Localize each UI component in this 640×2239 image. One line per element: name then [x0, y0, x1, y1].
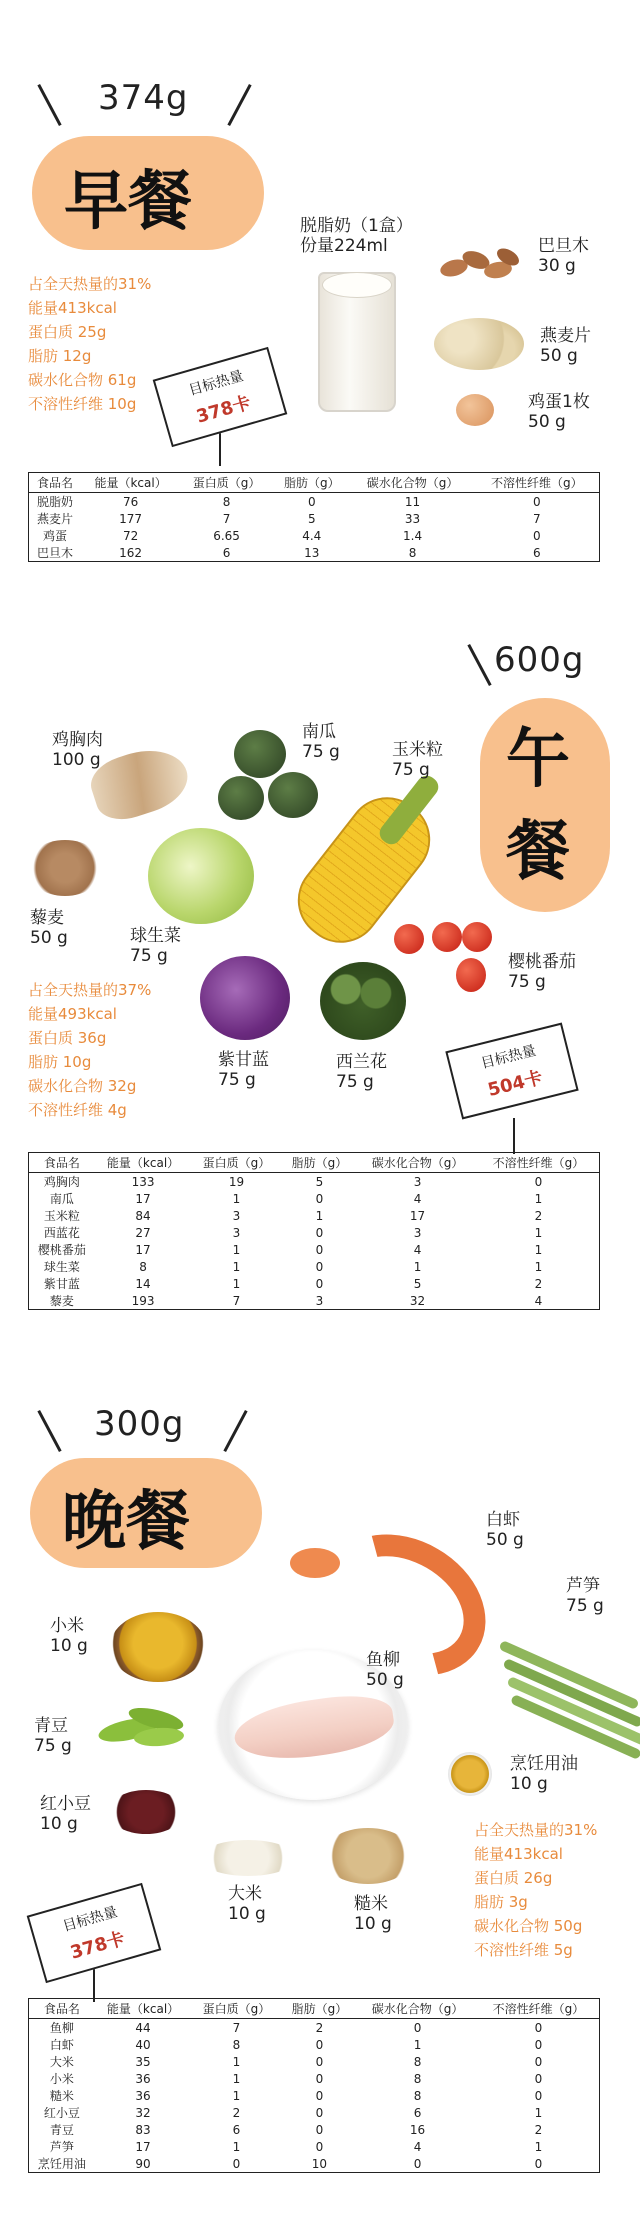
table-cell: 177 [119, 511, 143, 526]
table-cell: 7 [232, 2020, 241, 2035]
table-cell: 72 [122, 528, 139, 543]
table-cell: 2 [534, 2122, 543, 2137]
table-cell: 19 [228, 1174, 245, 1189]
table-cell: 0 [315, 2105, 324, 2120]
table-cell: 33 [404, 511, 421, 526]
lunch-title-2: 餐 [506, 814, 570, 889]
table-cell: 5 [307, 511, 316, 526]
table-header: 碳水化合物（g） [350, 473, 474, 493]
broccoli-icon [320, 962, 406, 1040]
table-cell: 11 [404, 494, 421, 509]
food-label-rice: 大米 10 g [228, 1884, 266, 1924]
table-row [29, 527, 600, 544]
table-cell: 90 [135, 2156, 151, 2171]
table-cell: 1 [232, 2071, 241, 2086]
table-cell: 西蓝花 [43, 1226, 80, 1240]
table-cell: 0 [315, 2139, 324, 2154]
shrimp-head-icon [290, 1548, 340, 1578]
table-cell: 7 [222, 511, 231, 526]
target-sign-stick [93, 1966, 95, 2002]
cherry-tomato-icon [432, 922, 462, 952]
cherry-tomato-icon [462, 922, 492, 952]
lunch-nutrition-table [28, 1152, 600, 1310]
table-cell: 5 [413, 1276, 422, 1291]
stat-line: 占全天热量的37% [28, 981, 152, 999]
table-cell: 0 [232, 2156, 241, 2171]
table-cell: 84 [135, 1208, 151, 1223]
table-cell: 0 [315, 1259, 324, 1274]
table-row [29, 2138, 600, 2155]
table-row [29, 2036, 600, 2053]
table-cell: 7 [232, 1293, 241, 1308]
target-sign-stick [513, 1118, 515, 1154]
table-cell: 1 [534, 1191, 543, 1206]
table-cell: 紫甘蓝 [43, 1277, 80, 1291]
table-cell: 0 [534, 2071, 543, 2086]
table-cell: 1 [413, 1259, 422, 1274]
table-row [29, 493, 600, 511]
food-label-asparagus: 芦笋 75 g [566, 1576, 604, 1616]
food-label-chicken: 鸡胸肉 100 g [52, 730, 103, 770]
table-cell: 0 [534, 2088, 543, 2103]
decor-slash-left [37, 84, 61, 126]
table-cell: 燕麦片 [37, 512, 74, 526]
food-label-milk: 脱脂奶（1盒） 份量224ml [300, 216, 413, 256]
table-row [29, 544, 600, 562]
table-cell: 2 [534, 1276, 543, 1291]
breakfast-stats [28, 272, 151, 416]
table-cell: 红小豆 [43, 2106, 80, 2120]
table-row [29, 1190, 600, 1207]
table-cell: 2 [534, 1208, 543, 1223]
table-row [29, 1292, 600, 1310]
table-cell: 0 [534, 2037, 543, 2052]
table-cell: 193 [131, 1293, 155, 1308]
food-label-shrimp: 白虾 50 g [486, 1510, 524, 1550]
table-cell: 0 [307, 494, 316, 509]
breakfast-nutrition-table [28, 472, 600, 562]
table-cell: 3 [413, 1225, 422, 1240]
table-cell: 32 [409, 1293, 426, 1308]
table-header: 脂肪（g） [282, 1999, 357, 2019]
table-row [29, 2053, 600, 2070]
red-bean-icon [108, 1790, 184, 1834]
dinner-weight: 300g [94, 1404, 185, 1444]
food-label-pumpkin: 南瓜 75 g [302, 722, 340, 762]
stat-line: 脂肪 3g [474, 1893, 528, 1911]
table-header: 能量（kcal） [95, 1999, 191, 2019]
table-cell: 8 [413, 2088, 422, 2103]
table-cell: 17 [135, 2139, 151, 2154]
table-cell: 3 [413, 1174, 422, 1189]
table-header: 不溶性纤维（g） [478, 1153, 600, 1173]
table-cell: 1 [232, 2088, 241, 2103]
table-row [29, 1173, 600, 1191]
table-cell: 2 [232, 2105, 241, 2120]
stat-line: 占全天热量的31% [28, 275, 152, 293]
table-cell: 3 [232, 1225, 241, 1240]
table-cell: 1 [232, 2054, 241, 2069]
stat-line: 碳水化合物 32g [28, 1077, 137, 1095]
table-cell: 0 [534, 2054, 543, 2069]
table-cell: 玉米粒 [43, 1209, 80, 1223]
table-header: 碳水化合物（g） [357, 1999, 478, 2019]
table-cell: 27 [135, 1225, 151, 1240]
pumpkin-icon [268, 772, 318, 818]
table-cell: 35 [135, 2054, 151, 2069]
breakfast-weight: 374g [98, 78, 189, 118]
table-cell: 36 [135, 2088, 151, 2103]
table-cell: 樱桃番茄 [37, 1243, 86, 1257]
oats-icon [434, 318, 524, 370]
stat-line: 能量413kcal [474, 1845, 563, 1863]
stat-line: 不溶性纤维 5g [474, 1941, 573, 1959]
table-cell: 4.4 [302, 528, 322, 543]
lunch-title-1: 午 [506, 722, 570, 797]
table-cell: 鸡胸肉 [43, 1175, 80, 1189]
table-cell: 4 [534, 1293, 543, 1308]
table-cell: 8 [413, 2071, 422, 2086]
table-cell: 0 [315, 2054, 324, 2069]
stat-line: 脂肪 12g [28, 347, 92, 365]
table-row [29, 2019, 600, 2037]
pumpkin-icon [234, 730, 286, 778]
table-cell: 1 [315, 1208, 324, 1223]
table-cell: 1 [232, 1259, 241, 1274]
food-label-red-bean: 红小豆 10 g [40, 1794, 91, 1834]
table-cell: 162 [119, 545, 143, 560]
table-cell: 14 [135, 1276, 151, 1291]
table-row [29, 2121, 600, 2138]
table-cell: 1 [413, 2037, 422, 2052]
table-cell: 脱脂奶 [37, 495, 74, 509]
decor-slash-left [37, 1410, 61, 1452]
table-cell: 8 [408, 545, 417, 560]
table-cell: 1 [534, 2105, 543, 2120]
table-cell: 44 [135, 2020, 151, 2035]
table-cell: 17 [135, 1242, 151, 1257]
stat-line: 蛋白质 25g [28, 323, 107, 341]
lunch-weight: 600g [494, 640, 585, 680]
lunch-target-sign: 目标热量 504卡 [445, 1023, 578, 1120]
table-cell: 鱼柳 [49, 2021, 74, 2035]
table-cell: 0 [534, 1174, 543, 1189]
table-cell: 6 [222, 545, 231, 560]
table-header: 碳水化合物（g） [357, 1153, 478, 1173]
table-cell: 2 [315, 2020, 324, 2035]
table-header: 不溶性纤维（g） [475, 473, 600, 493]
table-cell: 133 [131, 1174, 155, 1189]
table-row [29, 2104, 600, 2121]
table-cell: 鸡蛋 [43, 529, 68, 543]
dinner-title: 晚餐 [62, 1484, 190, 1559]
table-cell: 糙米 [49, 2089, 74, 2103]
food-label-purple-cabbage: 紫甘蓝 75 g [218, 1050, 269, 1090]
table-cell: 4 [413, 2139, 422, 2154]
table-cell: 0 [534, 2156, 543, 2171]
table-row [29, 2087, 600, 2104]
stat-line: 能量493kcal [28, 1005, 117, 1023]
decor-slash-left [467, 644, 491, 686]
table-cell: 3 [232, 1208, 241, 1223]
table-header: 食品名 [29, 1999, 95, 2019]
brown-rice-icon [322, 1828, 414, 1884]
food-label-oil: 烹饪用油 10 g [510, 1754, 578, 1794]
table-row [29, 1258, 600, 1275]
target-sign-stick [219, 430, 221, 466]
decor-slash-right [223, 1410, 247, 1452]
table-header: 食品名 [29, 1153, 95, 1173]
table-cell: 1 [232, 1242, 241, 1257]
table-row [29, 1224, 600, 1241]
table-cell: 巴旦木 [37, 546, 74, 560]
rice-icon [200, 1840, 296, 1876]
table-cell: 0 [315, 1225, 324, 1240]
food-label-fish: 鱼柳 50 g [366, 1650, 404, 1690]
lunch-stats [28, 978, 151, 1122]
pumpkin-icon [218, 776, 264, 820]
table-cell: 小米 [49, 2072, 74, 2086]
table-header: 食品名 [29, 473, 82, 493]
table-cell: 烹饪用油 [37, 2157, 86, 2171]
table-cell: 32 [135, 2105, 151, 2120]
table-cell: 8 [139, 1259, 147, 1274]
stat-line: 碳水化合物 61g [28, 371, 137, 389]
asparagus-icon [494, 1660, 634, 1740]
table-header: 不溶性纤维（g） [478, 1999, 600, 2019]
table-cell: 83 [135, 2122, 151, 2137]
table-cell: 40 [135, 2037, 151, 2052]
table-header: 脂肪（g） [282, 1153, 357, 1173]
stat-line: 不溶性纤维 4g [28, 1101, 127, 1119]
table-cell: 8 [222, 494, 231, 509]
table-cell: 0 [534, 2020, 543, 2035]
table-cell: 4 [413, 1242, 422, 1257]
quinoa-icon [26, 840, 104, 896]
food-label-broccoli: 西兰花 75 g [336, 1052, 387, 1092]
table-cell: 1 [534, 1259, 543, 1274]
table-cell: 17 [135, 1191, 151, 1206]
table-cell: 4 [413, 1191, 422, 1206]
almond-icon [440, 250, 522, 282]
dinner-nutrition-table [28, 1998, 600, 2173]
table-cell: 16 [409, 2122, 426, 2137]
table-cell: 0 [315, 1242, 324, 1257]
table-cell: 6 [232, 2122, 241, 2137]
table-row [29, 510, 600, 527]
table-cell: 0 [315, 1276, 324, 1291]
table-cell: 0 [315, 2071, 324, 2086]
table-cell: 芦笋 [49, 2140, 74, 2154]
table-header: 能量（kcal） [81, 473, 180, 493]
table-cell: 0 [315, 1191, 324, 1206]
dinner-stats [474, 1818, 597, 1962]
food-label-egg: 鸡蛋1枚 50 g [528, 392, 590, 432]
table-row [29, 2155, 600, 2173]
stat-line: 蛋白质 36g [28, 1029, 107, 1047]
table-row [29, 1207, 600, 1224]
table-cell: 1 [232, 1276, 241, 1291]
table-cell: 南瓜 [49, 1192, 74, 1206]
table-cell: 36 [135, 2071, 151, 2086]
stat-line: 不溶性纤维 10g [28, 395, 137, 413]
table-cell: 0 [315, 2088, 324, 2103]
table-cell: 3 [315, 1293, 324, 1308]
table-cell: 0 [413, 2020, 422, 2035]
table-cell: 8 [413, 2054, 422, 2069]
table-cell: 0 [315, 2037, 324, 2052]
cherry-tomato-icon [394, 924, 424, 954]
stat-line: 脂肪 10g [28, 1053, 92, 1071]
table-cell: 1 [534, 1242, 543, 1257]
table-header: 能量（kcal） [95, 1153, 191, 1173]
cherry-tomato-icon [456, 958, 486, 992]
table-cell: 5 [315, 1174, 324, 1189]
table-cell: 17 [409, 1208, 426, 1223]
breakfast-title: 早餐 [64, 164, 192, 239]
table-row [29, 2070, 600, 2087]
table-cell: 13 [304, 545, 320, 560]
stat-line: 能量413kcal [28, 299, 117, 317]
table-cell: 白虾 [49, 2038, 74, 2052]
food-label-almond: 巴旦木 30 g [538, 236, 589, 276]
table-header: 蛋白质（g） [191, 1153, 282, 1173]
table-cell: 球生菜 [43, 1260, 80, 1274]
table-cell: 藜麦 [49, 1294, 74, 1308]
food-label-millet: 小米 10 g [50, 1616, 88, 1656]
table-cell: 6.65 [213, 528, 240, 543]
table-cell: 1 [232, 2139, 241, 2154]
table-cell: 7 [533, 511, 541, 526]
stat-line: 碳水化合物 50g [474, 1917, 583, 1935]
stat-line: 蛋白质 26g [474, 1869, 553, 1887]
table-cell: 76 [122, 494, 139, 509]
food-label-corn: 玉米粒 75 g [392, 740, 443, 780]
milk-surface-icon [322, 272, 392, 298]
cooking-oil-icon [448, 1752, 492, 1796]
table-cell: 10 [311, 2156, 328, 2171]
table-cell: 青豆 [49, 2123, 74, 2137]
table-cell: 1 [534, 2139, 543, 2154]
table-cell: 1 [232, 1191, 241, 1206]
purple-cabbage-icon [200, 956, 290, 1040]
table-cell: 6 [533, 545, 541, 560]
food-label-lettuce: 球生菜 75 g [130, 926, 181, 966]
table-cell: 1 [534, 1225, 543, 1240]
table-row [29, 1241, 600, 1258]
table-cell: 0 [533, 494, 541, 509]
dinner-target-sign: 目标热量 378卡 [27, 1883, 162, 1983]
green-bean-icon [98, 1710, 182, 1750]
food-label-oats: 燕麦片 50 g [540, 326, 591, 366]
food-label-brown-rice: 糙米 10 g [354, 1894, 392, 1934]
table-cell: 0 [413, 2156, 422, 2171]
table-row [29, 1275, 600, 1292]
table-cell: 6 [413, 2105, 422, 2120]
breakfast-target-sign: 目标热量 378卡 [153, 347, 288, 447]
food-label-tomato: 樱桃番茄 75 g [508, 952, 576, 992]
millet-icon [110, 1612, 206, 1682]
lettuce-icon [148, 828, 254, 924]
table-header: 蛋白质（g） [191, 1999, 282, 2019]
egg-icon [456, 394, 494, 426]
table-header: 脂肪（g） [273, 473, 350, 493]
table-cell: 8 [232, 2037, 241, 2052]
table-cell: 0 [533, 528, 541, 543]
table-cell: 大米 [49, 2055, 74, 2069]
decor-slash-right [227, 84, 251, 126]
food-label-quinoa: 藜麦 50 g [30, 908, 68, 948]
table-cell: 1.4 [403, 528, 423, 543]
table-header: 蛋白质（g） [180, 473, 273, 493]
table-cell: 0 [315, 2122, 324, 2137]
stat-line: 占全天热量的31% [474, 1821, 598, 1839]
food-label-green-bean: 青豆 75 g [34, 1716, 72, 1756]
